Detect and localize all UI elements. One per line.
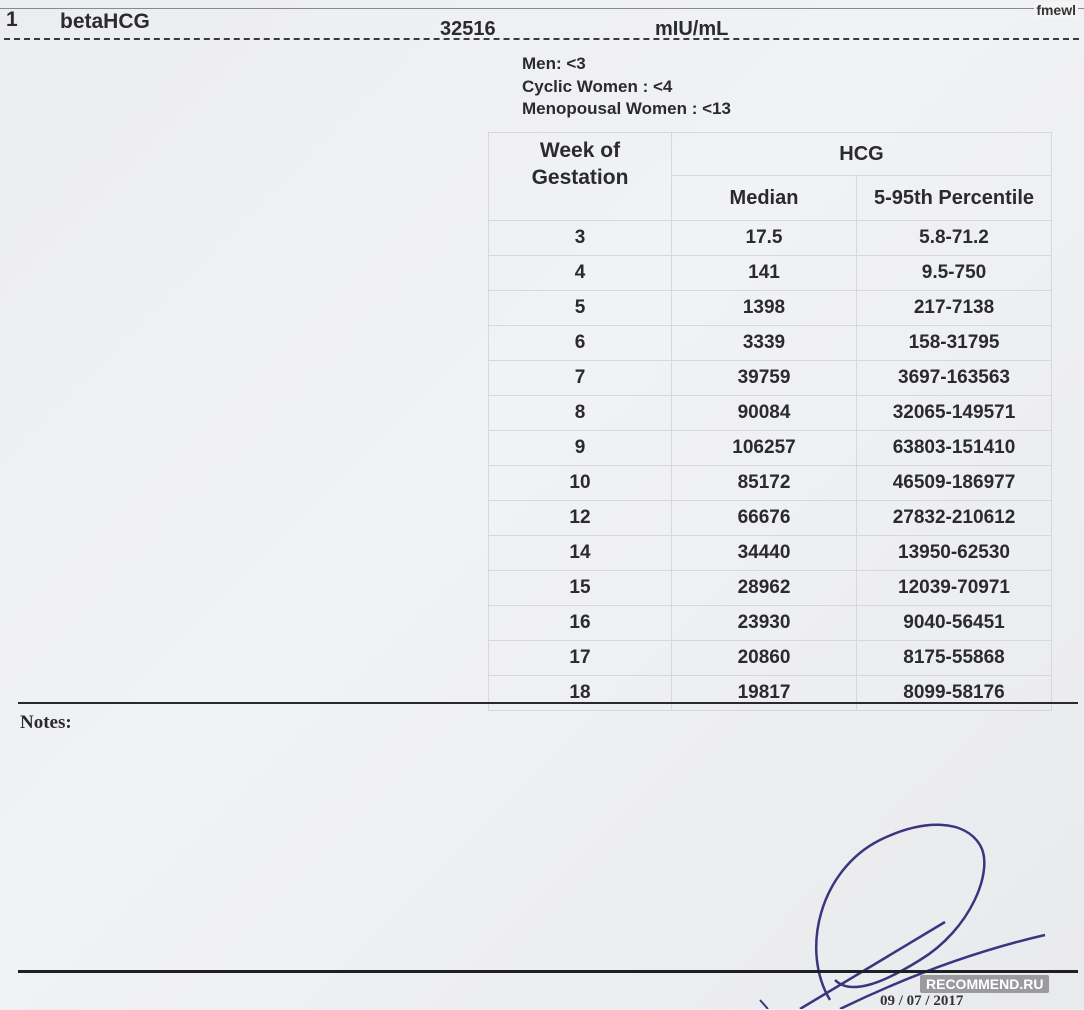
watermark-fmewl: fmewl xyxy=(1036,2,1076,18)
cell-median: 23930 xyxy=(672,606,857,641)
cell-median: 90084 xyxy=(672,396,857,431)
header-week-of-gestation: Week of Gestation xyxy=(489,133,672,221)
table-row xyxy=(489,361,1052,396)
table-row xyxy=(489,536,1052,571)
table-row xyxy=(489,571,1052,606)
cell-percentile: 8099-58176 xyxy=(857,676,1052,711)
table-row xyxy=(489,256,1052,291)
cell-week: 10 xyxy=(489,466,672,501)
test-value: 32516 xyxy=(440,18,496,40)
cell-median: 141 xyxy=(672,256,857,291)
cell-week: 16 xyxy=(489,606,672,641)
cell-percentile: 8175-55868 xyxy=(857,641,1052,676)
table-row xyxy=(489,641,1052,676)
hcg-table-body xyxy=(489,221,1052,711)
cell-median: 39759 xyxy=(672,361,857,396)
cell-week: 8 xyxy=(489,396,672,431)
cell-week: 14 xyxy=(489,536,672,571)
dashed-divider xyxy=(4,38,1079,40)
table-row xyxy=(489,676,1052,711)
cell-week: 3 xyxy=(489,221,672,256)
cell-percentile: 32065-149571 xyxy=(857,396,1052,431)
cell-week: 9 xyxy=(489,431,672,466)
cell-percentile: 12039-70971 xyxy=(857,571,1052,606)
footer-rule xyxy=(18,970,1078,973)
cell-week: 7 xyxy=(489,361,672,396)
test-name: betaHCG xyxy=(60,10,150,33)
header-hcg: HCG xyxy=(672,133,1052,176)
cell-median: 85172 xyxy=(672,466,857,501)
cell-percentile: 3697-163563 xyxy=(857,361,1052,396)
cell-median: 28962 xyxy=(672,571,857,606)
cell-percentile: 158-31795 xyxy=(857,326,1052,361)
reference-men: Men: <3 xyxy=(522,54,586,73)
cell-percentile: 13950-62530 xyxy=(857,536,1052,571)
table-row xyxy=(489,396,1052,431)
cell-week: 17 xyxy=(489,641,672,676)
cell-percentile: 217-7138 xyxy=(857,291,1052,326)
cell-percentile: 46509-186977 xyxy=(857,466,1052,501)
cell-median: 3339 xyxy=(672,326,857,361)
hcg-reference-table xyxy=(488,132,1052,711)
header-median: Median xyxy=(672,176,857,221)
test-unit: mIU/mL xyxy=(655,18,729,40)
report-date: 09 / 07 / 2017 xyxy=(880,993,964,1009)
cell-week: 6 xyxy=(489,326,672,361)
cell-median: 34440 xyxy=(672,536,857,571)
table-row xyxy=(489,221,1052,256)
cell-median: 66676 xyxy=(672,501,857,536)
signature-hook xyxy=(760,1000,768,1009)
cell-median: 106257 xyxy=(672,431,857,466)
table-row xyxy=(489,606,1052,641)
table-row xyxy=(489,291,1052,326)
table-row xyxy=(489,501,1052,536)
cell-percentile: 27832-210612 xyxy=(857,501,1052,536)
header-percentile: 5-95th Percentile xyxy=(857,176,1052,221)
cell-median: 17.5 xyxy=(672,221,857,256)
cell-percentile: 9.5-750 xyxy=(857,256,1052,291)
cell-week: 12 xyxy=(489,501,672,536)
cell-percentile: 5.8-71.2 xyxy=(857,221,1052,256)
cell-median: 19817 xyxy=(672,676,857,711)
cell-week: 15 xyxy=(489,571,672,606)
table-row xyxy=(489,326,1052,361)
notes-label: Notes: xyxy=(20,712,72,733)
watermark-recommend: RECOMMEND.RU xyxy=(920,975,1049,993)
cell-week: 18 xyxy=(489,676,672,711)
table-row xyxy=(489,431,1052,466)
reference-cyclic-women: Cyclic Women : <4 xyxy=(522,77,673,96)
signature-loop xyxy=(816,825,984,1000)
cell-median: 1398 xyxy=(672,291,857,326)
notes-divider xyxy=(18,702,1078,704)
result-row-number: 1 xyxy=(6,8,18,31)
cell-week: 5 xyxy=(489,291,672,326)
reference-menopausal-women: Menopousal Women : <13 xyxy=(522,99,731,118)
cell-week: 4 xyxy=(489,256,672,291)
cell-percentile: 63803-151410 xyxy=(857,431,1052,466)
top-rule xyxy=(0,0,1084,9)
table-row xyxy=(489,466,1052,501)
cell-percentile: 9040-56451 xyxy=(857,606,1052,641)
cell-median: 20860 xyxy=(672,641,857,676)
